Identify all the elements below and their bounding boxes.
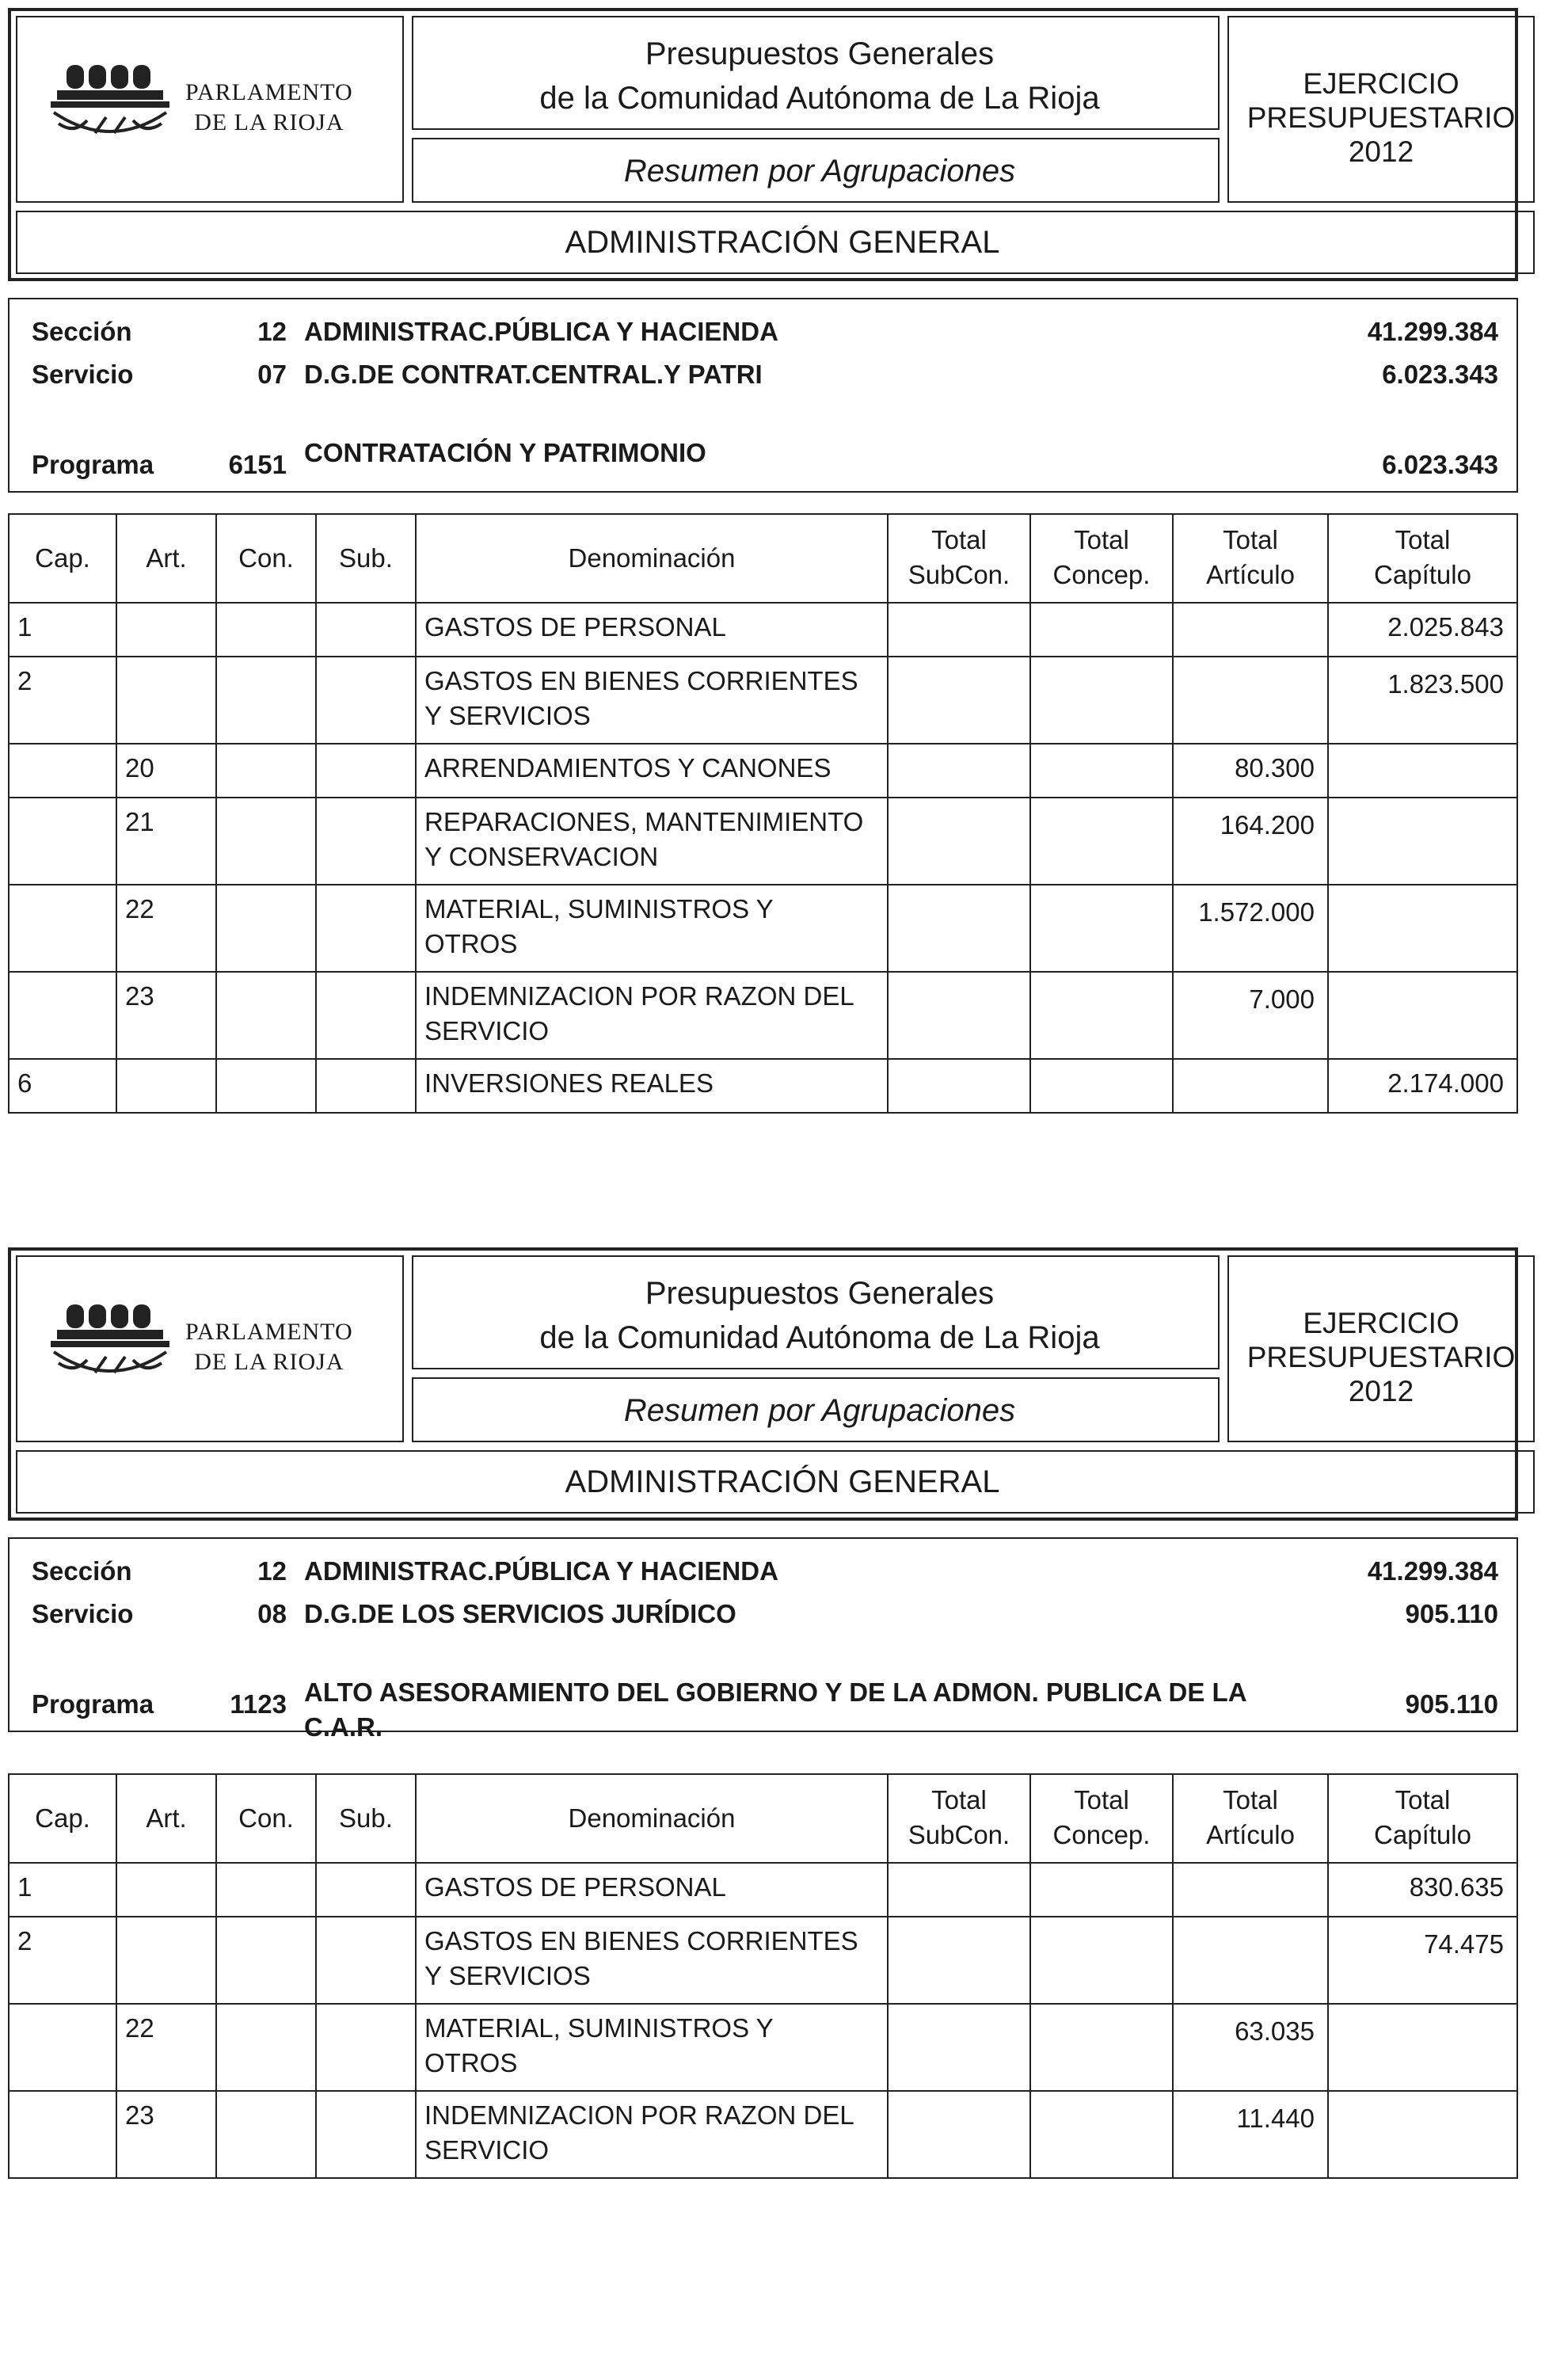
cell-subcon: [889, 1917, 1031, 2003]
cell-con: [217, 1864, 317, 1916]
programa-label: Programa: [32, 1689, 154, 1719]
cell-art: [117, 1864, 217, 1916]
seccion-code: 12: [257, 1556, 287, 1586]
cell-art: 22: [117, 885, 217, 971]
cell-subcon: [889, 2092, 1031, 2177]
cell-cap: 1: [10, 1864, 117, 1916]
presupuestario-label: PRESUPUESTARIO: [1246, 101, 1516, 134]
cell-art: [117, 657, 217, 743]
cell-capitulo: [1329, 2005, 1516, 2090]
section-info: [8, 1537, 1518, 1742]
cell-con: [217, 2092, 317, 2177]
table-row: [10, 798, 1516, 885]
servicio-code: 08: [257, 1599, 287, 1628]
denominacion-line2: Y CONSERVACION: [424, 842, 659, 871]
seccion-code: 12: [257, 317, 287, 346]
denominacion-line2: SERVICIO: [424, 1016, 550, 1045]
header-capitulo: [1329, 515, 1516, 602]
header-articulo: [1174, 1775, 1329, 1862]
cell-den: [417, 604, 889, 656]
cell-articulo: [1174, 1864, 1329, 1916]
header-concep-line1: Total: [1074, 525, 1129, 554]
table-row: [10, 604, 1516, 657]
parlamento-emblem-icon: [51, 62, 193, 157]
section-info: [8, 298, 1518, 493]
table-row: [10, 2005, 1516, 2092]
header-cap: [10, 1775, 117, 1862]
cell-concep: [1031, 1060, 1174, 1112]
servicio-name: D.G.DE CONTRAT.CENTRAL.Y PATRI: [304, 360, 763, 389]
cell-sub: [317, 973, 417, 1058]
budget-block: [0, 0, 1545, 1140]
cell-con: [217, 744, 317, 797]
title-line2: de la Comunidad Autónoma de La Rioja: [539, 81, 1100, 116]
header-cap-line1: Cap.: [35, 543, 90, 573]
table-header-row: [10, 1775, 1516, 1864]
header-subcon: [889, 515, 1031, 602]
ejercicio-label: EJERCICIO: [1303, 1307, 1459, 1339]
cell-concep: [1031, 604, 1174, 656]
cell-concep: [1031, 2092, 1174, 2177]
table-row: [10, 885, 1516, 973]
table-row: [10, 1864, 1516, 1917]
cell-cap: [10, 973, 117, 1058]
cell-subcon: [889, 1060, 1031, 1112]
cell-capitulo: [1329, 798, 1516, 884]
cell-con: [217, 1060, 317, 1112]
cell-cap: [10, 885, 117, 971]
header-capitulo-line1: Total: [1395, 1785, 1451, 1815]
denominacion-line1: REPARACIONES, MANTENIMIENTO: [424, 807, 864, 836]
cell-sub: [317, 604, 417, 656]
cell-articulo: 7.000: [1174, 973, 1329, 1058]
cell-subcon: [889, 885, 1031, 971]
cell-sub: [317, 1864, 417, 1916]
header-sub-line1: Sub.: [339, 1803, 393, 1833]
header-sub: [317, 1775, 417, 1862]
cell-con: [217, 798, 317, 884]
year-label: 2012: [1348, 135, 1414, 168]
denominacion-line1: INDEMNIZACION POR RAZON DEL: [424, 2100, 854, 2130]
header-den-line1: Denominación: [568, 543, 736, 573]
seccion-name: ADMINISTRAC.PÚBLICA Y HACIENDA: [304, 1556, 778, 1586]
title-line1: Presupuestos Generales: [645, 36, 995, 71]
cell-den: [417, 1864, 889, 1916]
header-subcon-line2: SubCon.: [908, 560, 1010, 589]
cell-capitulo: [1329, 885, 1516, 971]
denominacion-line1: ARRENDAMIENTOS Y CANONES: [424, 753, 831, 783]
table-header-row: [10, 515, 1516, 604]
cell-articulo: [1174, 657, 1329, 743]
subtitle: Resumen por Agrupaciones: [623, 154, 1016, 188]
programa-label: Programa: [32, 450, 154, 479]
denominacion-line1: MATERIAL, SUMINISTROS Y: [424, 2013, 774, 2043]
seccion-amount: 41.299.384: [1367, 317, 1498, 346]
denominacion-line1: MATERIAL, SUMINISTROS Y: [424, 894, 774, 923]
logo-line2: DE LA RIOJA: [194, 1349, 344, 1375]
logo-line2: DE LA RIOJA: [194, 109, 344, 135]
header-concep: [1031, 515, 1174, 602]
cell-den: [417, 1060, 889, 1112]
cell-articulo: 11.440: [1174, 2092, 1329, 2177]
title-line2: de la Comunidad Autónoma de La Rioja: [539, 1320, 1100, 1355]
header-concep: [1031, 1775, 1174, 1862]
subtitle: Resumen por Agrupaciones: [623, 1393, 1016, 1428]
cell-concep: [1031, 657, 1174, 743]
denominacion-line1: GASTOS EN BIENES CORRIENTES: [424, 666, 858, 695]
admin-title: ADMINISTRACIÓN GENERAL: [565, 225, 1000, 260]
cell-art: [117, 604, 217, 656]
denominacion-line1: GASTOS DE PERSONAL: [424, 1872, 726, 1902]
seccion-label: Sección: [32, 317, 132, 346]
header-art: [117, 515, 217, 602]
cell-den: [417, 973, 889, 1058]
header-capitulo-line2: Capítulo: [1374, 1820, 1471, 1849]
table-row: [10, 657, 1516, 744]
logo-line1: PARLAMENTO: [185, 79, 353, 105]
cell-con: [217, 2005, 317, 2090]
budget-block: [0, 1240, 1545, 2380]
cell-sub: [317, 744, 417, 797]
document-header: [8, 8, 1518, 281]
logo-line1: PARLAMENTO: [185, 1319, 353, 1345]
denominacion-line2: Y SERVICIOS: [424, 701, 591, 730]
header-sub-line1: Sub.: [339, 543, 393, 573]
header-articulo: [1174, 515, 1329, 602]
header-den: [417, 515, 889, 602]
cell-art: [117, 1917, 217, 2003]
header-art-line1: Art.: [146, 543, 187, 573]
cell-concep: [1031, 798, 1174, 884]
cell-cap: [10, 798, 117, 884]
cell-den: [417, 657, 889, 743]
cell-art: 21: [117, 798, 217, 884]
header-articulo-line1: Total: [1223, 1785, 1278, 1815]
seccion-name: ADMINISTRAC.PÚBLICA Y HACIENDA: [304, 317, 778, 346]
denominacion-line1: GASTOS EN BIENES CORRIENTES: [424, 1926, 858, 1955]
cell-concep: [1031, 744, 1174, 797]
servicio-amount: 905.110: [1405, 1599, 1498, 1628]
header-subcon-line1: Total: [931, 525, 987, 554]
cell-cap: [10, 2092, 117, 2177]
header-den: [417, 1775, 889, 1862]
cell-den: [417, 744, 889, 797]
cell-sub: [317, 2092, 417, 2177]
servicio-label: Servicio: [32, 360, 134, 389]
cell-capitulo: 2.174.000: [1387, 1068, 1504, 1098]
header-con-line1: Con.: [238, 1803, 294, 1833]
servicio-label: Servicio: [32, 1599, 134, 1628]
table-row: [10, 2092, 1516, 2177]
cell-capitulo: 2.025.843: [1387, 612, 1504, 642]
cell-capitulo: 830.635: [1409, 1872, 1504, 1902]
header-subcon: [889, 1775, 1031, 1862]
budget-table: [8, 513, 1518, 1114]
programa-name-line1: ALTO ASESORAMIENTO DEL GOBIERNO Y DE LA ADMON. PUBLICA DE LA: [304, 1677, 1247, 1707]
programa-amount: 905.110: [1405, 1689, 1498, 1719]
header-con: [217, 1775, 317, 1862]
programa-name-line1: CONTRATACIÓN Y PATRIMONIO: [304, 438, 706, 467]
header-capitulo-line1: Total: [1395, 525, 1451, 554]
cell-den: [417, 1917, 889, 2003]
header-concep-line1: Total: [1074, 1785, 1129, 1815]
cell-subcon: [889, 744, 1031, 797]
cell-con: [217, 973, 317, 1058]
cell-subcon: [889, 604, 1031, 656]
table-row: [10, 1917, 1516, 2005]
cell-capitulo: [1329, 744, 1516, 797]
year-label: 2012: [1348, 1375, 1414, 1407]
cell-sub: [317, 798, 417, 884]
cell-cap: [10, 744, 117, 797]
denominacion-line2: OTROS: [424, 929, 518, 958]
cell-subcon: [889, 657, 1031, 743]
cell-art: 23: [117, 2092, 217, 2177]
header-sub: [317, 515, 417, 602]
cell-cap: [10, 2005, 117, 2090]
cell-den: [417, 2092, 889, 2177]
cell-concep: [1031, 885, 1174, 971]
header-articulo-line2: Artículo: [1206, 1820, 1295, 1849]
cell-cap: 6: [10, 1060, 117, 1112]
cell-den: [417, 2005, 889, 2090]
title-line1: Presupuestos Generales: [645, 1276, 995, 1311]
budget-table: [8, 1773, 1518, 2179]
cell-cap: 2: [10, 1917, 117, 2003]
cell-articulo: [1174, 1060, 1329, 1112]
header-capitulo-line2: Capítulo: [1374, 560, 1471, 589]
cell-capitulo: [1329, 2092, 1516, 2177]
seccion-amount: 41.299.384: [1367, 1556, 1498, 1586]
cell-subcon: [889, 973, 1031, 1058]
cell-articulo: 80.300: [1174, 744, 1329, 797]
table-row: [10, 973, 1516, 1060]
cell-sub: [317, 657, 417, 743]
programa-name-line2: C.A.R.: [304, 1712, 382, 1742]
programa-amount: 6.023.343: [1382, 450, 1498, 479]
document-header: [8, 1247, 1518, 1521]
cell-cap: 1: [10, 604, 117, 656]
denominacion-line2: SERVICIO: [424, 2135, 550, 2165]
header-art-line1: Art.: [146, 1803, 187, 1833]
programa-code: 1123: [230, 1689, 287, 1719]
header-subcon-line1: Total: [931, 1785, 987, 1815]
table-row: [10, 1060, 1516, 1112]
header-art: [117, 1775, 217, 1862]
presupuestario-label: PRESUPUESTARIO: [1246, 1341, 1516, 1373]
cell-con: [217, 657, 317, 743]
header-con: [217, 515, 317, 602]
cell-subcon: [889, 798, 1031, 884]
servicio-code: 07: [257, 360, 287, 389]
denominacion-line2: Y SERVICIOS: [424, 1961, 591, 1990]
cell-den: [417, 798, 889, 884]
cell-sub: [317, 2005, 417, 2090]
servicio-name: D.G.DE LOS SERVICIOS JURÍDICO: [304, 1599, 736, 1628]
denominacion-line1: GASTOS DE PERSONAL: [424, 612, 726, 642]
header-cap: [10, 515, 117, 602]
header-subcon-line2: SubCon.: [908, 1820, 1010, 1849]
cell-sub: [317, 1060, 417, 1112]
parlamento-emblem-icon: [51, 1301, 193, 1396]
programa-code: 6151: [228, 450, 287, 479]
cell-con: [217, 885, 317, 971]
header-cap-line1: Cap.: [35, 1803, 90, 1833]
seccion-label: Sección: [32, 1556, 132, 1586]
header-concep-line2: Concep.: [1052, 1820, 1151, 1849]
cell-cap: 2: [10, 657, 117, 743]
cell-concep: [1031, 2005, 1174, 2090]
header-capitulo: [1329, 1775, 1516, 1862]
servicio-amount: 6.023.343: [1382, 360, 1498, 389]
cell-capitulo: 74.475: [1424, 1929, 1504, 1959]
cell-concep: [1031, 1917, 1174, 2003]
header-den-line1: Denominación: [568, 1803, 736, 1833]
header-concep-line2: Concep.: [1052, 560, 1151, 589]
cell-den: [417, 885, 889, 971]
cell-articulo: [1174, 1917, 1329, 2003]
header-articulo-line2: Artículo: [1206, 560, 1295, 589]
cell-concep: [1031, 1864, 1174, 1916]
cell-art: 20: [117, 744, 217, 797]
cell-sub: [317, 885, 417, 971]
cell-articulo: 164.200: [1174, 798, 1329, 884]
denominacion-line2: OTROS: [424, 2048, 518, 2077]
cell-art: 23: [117, 973, 217, 1058]
cell-sub: [317, 1917, 417, 2003]
cell-subcon: [889, 2005, 1031, 2090]
cell-con: [217, 1917, 317, 2003]
ejercicio-label: EJERCICIO: [1303, 67, 1459, 100]
cell-articulo: 1.572.000: [1174, 885, 1329, 971]
cell-capitulo: 1.823.500: [1387, 669, 1504, 699]
table-row: [10, 744, 1516, 798]
cell-capitulo: [1329, 973, 1516, 1058]
cell-concep: [1031, 973, 1174, 1058]
cell-con: [217, 604, 317, 656]
cell-art: 22: [117, 2005, 217, 2090]
denominacion-line1: INDEMNIZACION POR RAZON DEL: [424, 981, 854, 1011]
header-articulo-line1: Total: [1223, 525, 1278, 554]
header-con-line1: Con.: [238, 543, 294, 573]
cell-articulo: [1174, 604, 1329, 656]
cell-articulo: 63.035: [1174, 2005, 1329, 2090]
cell-subcon: [889, 1864, 1031, 1916]
cell-art: [117, 1060, 217, 1112]
admin-title: ADMINISTRACIÓN GENERAL: [565, 1464, 1000, 1499]
denominacion-line1: INVERSIONES REALES: [424, 1068, 714, 1098]
